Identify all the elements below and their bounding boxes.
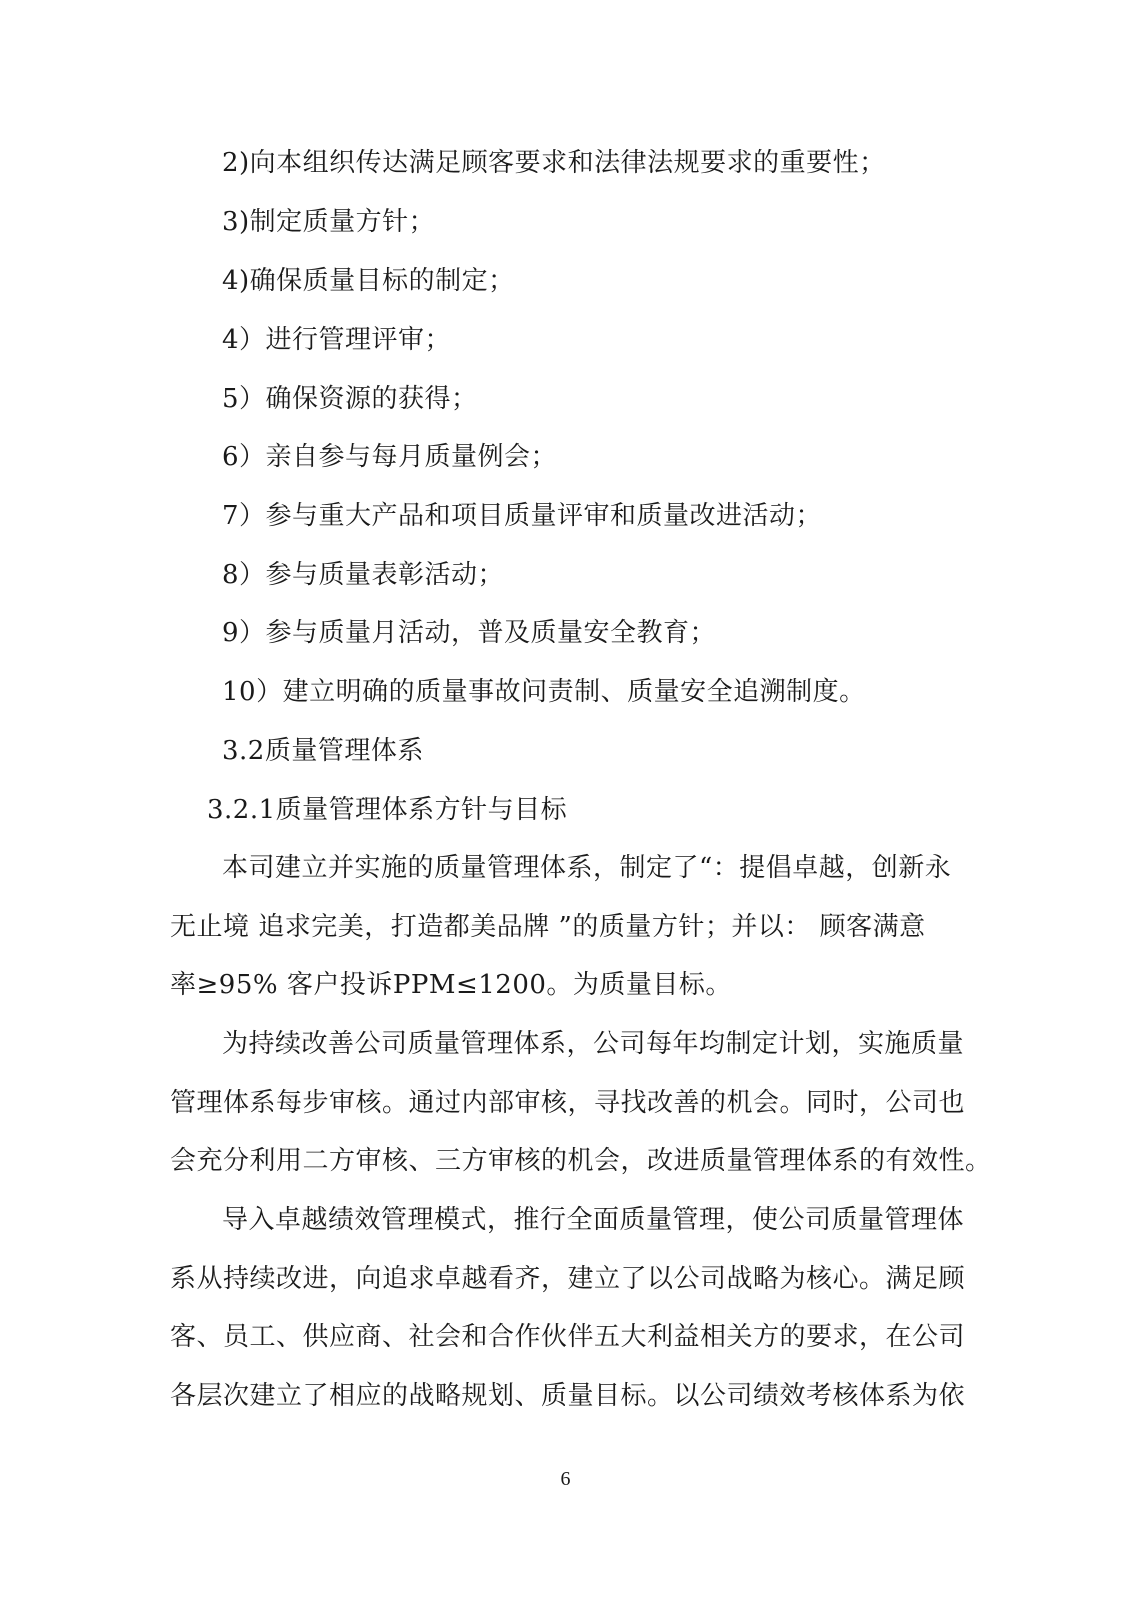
paragraph-1-line-3: 率≥95% 客户投诉PPM≤1200。为质量目标。	[170, 970, 732, 1000]
list-item-4a: 4)确保质量目标的制定；	[222, 266, 515, 296]
paragraph-1-line-1: 本司建立并实施的质量管理体系，制定了“：提倡卓越，创新永	[222, 853, 952, 883]
list-item-10: 10）建立明确的质量事故问责制、质量安全追溯制度。	[222, 677, 866, 707]
paragraph-3-line-4: 各层次建立了相应的战略规划、质量目标。以公司绩效考核体系为依	[170, 1381, 966, 1411]
list-item-2: 2)向本组织传达满足顾客要求和法律法规要求的重要性；	[222, 148, 886, 178]
paragraph-2-line-2: 管理体系每步审核。通过内部审核，寻找改善的机会。同时，公司也	[170, 1088, 966, 1118]
list-item-6: 6）亲自参与每月质量例会；	[222, 442, 558, 472]
paragraph-3-line-2: 系从持续改进，向追求卓越看齐，建立了以公司战略为核心。满足顾	[170, 1264, 966, 1294]
paragraph-3-line-1: 导入卓越绩效管理模式，推行全面质量管理，使公司质量管理体	[222, 1205, 965, 1235]
list-item-3: 3)制定质量方针；	[222, 207, 436, 237]
list-item-8: 8）参与质量表彰活动；	[222, 560, 505, 590]
list-item-5: 5）确保资源的获得；	[222, 384, 478, 414]
section-heading-3-2: 3.2质量管理体系	[222, 736, 424, 766]
section-heading-3-2-1: 3.2.1质量管理体系方针与目标	[207, 795, 568, 825]
paragraph-2-line-3: 会充分利用二方审核、三方审核的机会，改进质量管理体系的有效性。	[170, 1146, 992, 1176]
list-item-4b: 4）进行管理评审；	[222, 325, 452, 355]
paragraph-1-line-2: 无止境 追求完美，打造都美品牌 ”的质量方针；并以： 顾客满意	[170, 912, 926, 942]
list-item-9: 9）参与质量月活动，普及质量安全教育；	[222, 618, 717, 648]
page-number: 6	[560, 1468, 571, 1490]
paragraph-2-line-1: 为持续改善公司质量管理体系，公司每年均制定计划，实施质量	[222, 1029, 965, 1059]
paragraph-3-line-3: 客、员工、供应商、社会和合作伙伴五大利益相关方的要求，在公司	[170, 1322, 966, 1352]
list-item-7: 7）参与重大产品和项目质量评审和质量改进活动；	[222, 501, 823, 531]
